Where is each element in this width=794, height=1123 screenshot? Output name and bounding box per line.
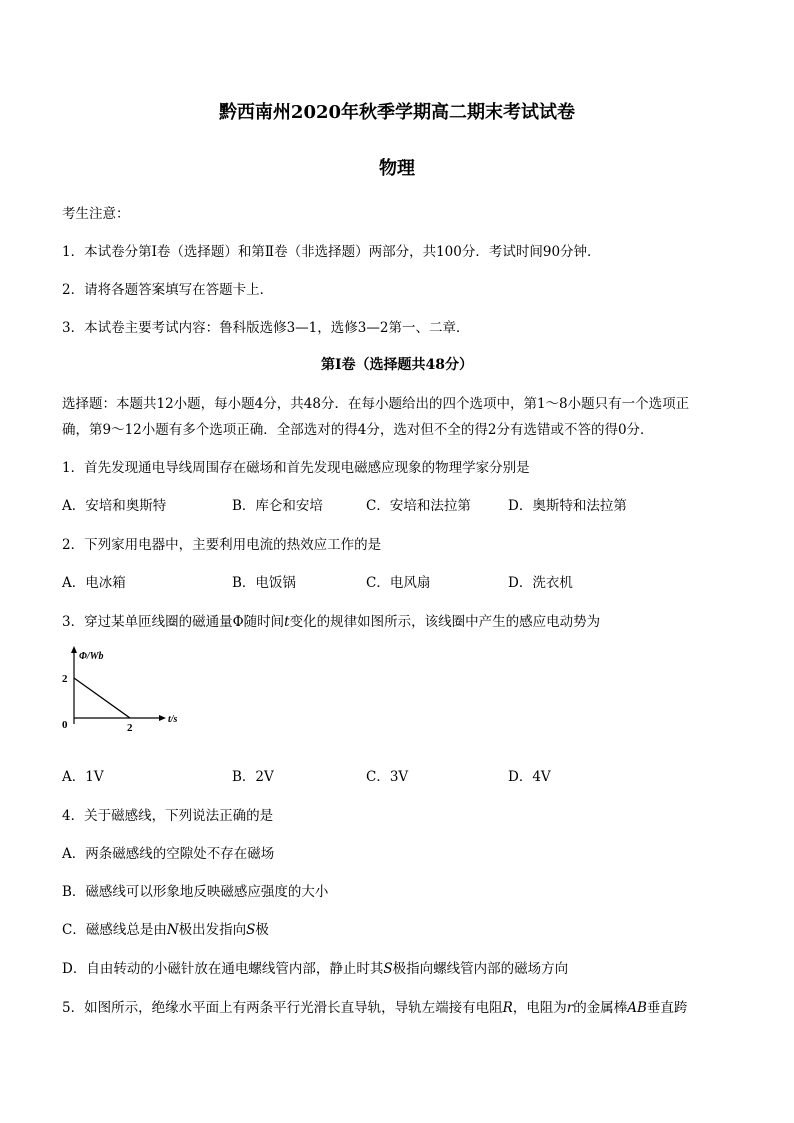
q3-stem-variable: t: [284, 614, 290, 630]
flux-line: [74, 678, 130, 718]
y-axis-arrow: [71, 646, 77, 653]
q4-d-s: S: [383, 961, 393, 977]
q4-c-n: N: [166, 922, 179, 938]
q2-option-b: B．电饭锅: [232, 575, 296, 591]
q1-option-b: B．库仑和安培: [232, 498, 323, 514]
question-5-stem: [62, 996, 687, 1016]
q5-part: 5．如图所示，绝缘水平面上有两条平行光滑长直导轨，导轨左端接有电阻: [62, 1000, 503, 1016]
q3-stem-part: 变化的规律如图所示，该线圈中产生的感应电动势为: [289, 614, 601, 630]
q2-option-a: A．电冰箱: [62, 575, 126, 591]
q4-c-part: C．磁感线总是由: [62, 922, 167, 938]
q4-c-part: 极出发指向: [178, 922, 247, 938]
section-title: 第Ⅰ卷（选择题共48分）: [320, 357, 474, 373]
graph-svg: [58, 640, 208, 740]
q4-d-part: D．自由转动的小磁针放在通电螺线管内部，静止时其: [62, 961, 384, 977]
x-tick-label: 2: [127, 722, 133, 734]
q4-option-c: [62, 918, 269, 938]
question-3-stem: [62, 610, 600, 630]
q2-option-d: D．洗衣机: [508, 575, 573, 591]
x-axis-label: t/s: [168, 714, 178, 725]
q3-stem-part: 3．穿过某单匝线圈的磁通量Φ随时间: [62, 614, 285, 630]
q4-c-s: S: [246, 922, 256, 938]
x-axis-arrow: [159, 715, 166, 721]
graph-marks: [62, 673, 133, 734]
q4-c-part: 极: [255, 922, 269, 938]
q5-var-AB: AB: [627, 1000, 647, 1016]
q3-option-d: D．4V: [508, 769, 551, 785]
q1-option-a: A．安培和奥斯特: [62, 498, 167, 514]
section-intro-line: 确，第9～12小题有多个选项正确．全部选对的得4分，选对但不全的得2分有选错或不答的得0分．: [62, 422, 654, 438]
question-4-stem: 4．关于磁感线，下列说法正确的是: [62, 808, 274, 824]
y-tick-label: 2: [62, 673, 68, 685]
q4-option-b: B．磁感线可以形象地反映磁感应强度的大小: [62, 884, 329, 900]
q2-option-c: C．电风扇: [366, 575, 431, 591]
notice-item: 2．请将各题答案填写在答题卡上．: [62, 282, 274, 298]
q3-option-a: A．1V: [62, 769, 104, 785]
q5-var-r: r: [566, 1000, 574, 1016]
exam-title: 黔西南州2020年秋季学期高二期末考试试卷: [218, 102, 576, 123]
section-intro-line: 选择题：本题共12小题，每小题4分，共48分．在每小题给出的四个选项中，第1～8小题只有一个选项正: [62, 396, 690, 412]
notice-heading: 考生注意：: [62, 206, 130, 222]
q4-option-d: [62, 957, 568, 977]
q4-d-part: 极指向螺线管内部的磁场方向: [392, 961, 569, 977]
notice-item: 1．本试卷分第Ⅰ卷（选择题）和第Ⅱ卷（非选择题）两部分，共100分．考试时间90分钟．: [62, 244, 601, 260]
q5-var-R: R: [502, 1000, 513, 1016]
question-1-stem: 1．首先发现通电导线周围存在磁场和首先发现电磁感应现象的物理学家分别是: [62, 460, 530, 476]
q5-part: 的金属棒: [573, 1000, 628, 1016]
q3-option-c: C．3V: [366, 769, 409, 785]
origin-label: 0: [62, 719, 68, 731]
q5-part: ，电阻为: [512, 1000, 567, 1016]
q1-option-d: D．奥斯特和法拉第: [508, 498, 627, 514]
q1-option-c: C．安培和法拉第: [366, 498, 471, 514]
q3-option-b: B．2V: [232, 769, 274, 785]
q5-part: 垂直跨: [646, 1000, 688, 1016]
q4-option-a: A．两条磁感线的空隙处不存在磁场: [62, 846, 275, 862]
y-axis-label: Φ/Wb: [79, 651, 104, 662]
notice-item: 3．本试卷主要考试内容：鲁科版选修3—1，选修3—2第一、二章．: [62, 320, 470, 336]
flux-time-graph: [58, 640, 208, 744]
question-2-stem: 2．下列家用电器中，主要利用电流的热效应工作的是: [62, 537, 382, 553]
subject-title: 物理: [379, 158, 415, 179]
